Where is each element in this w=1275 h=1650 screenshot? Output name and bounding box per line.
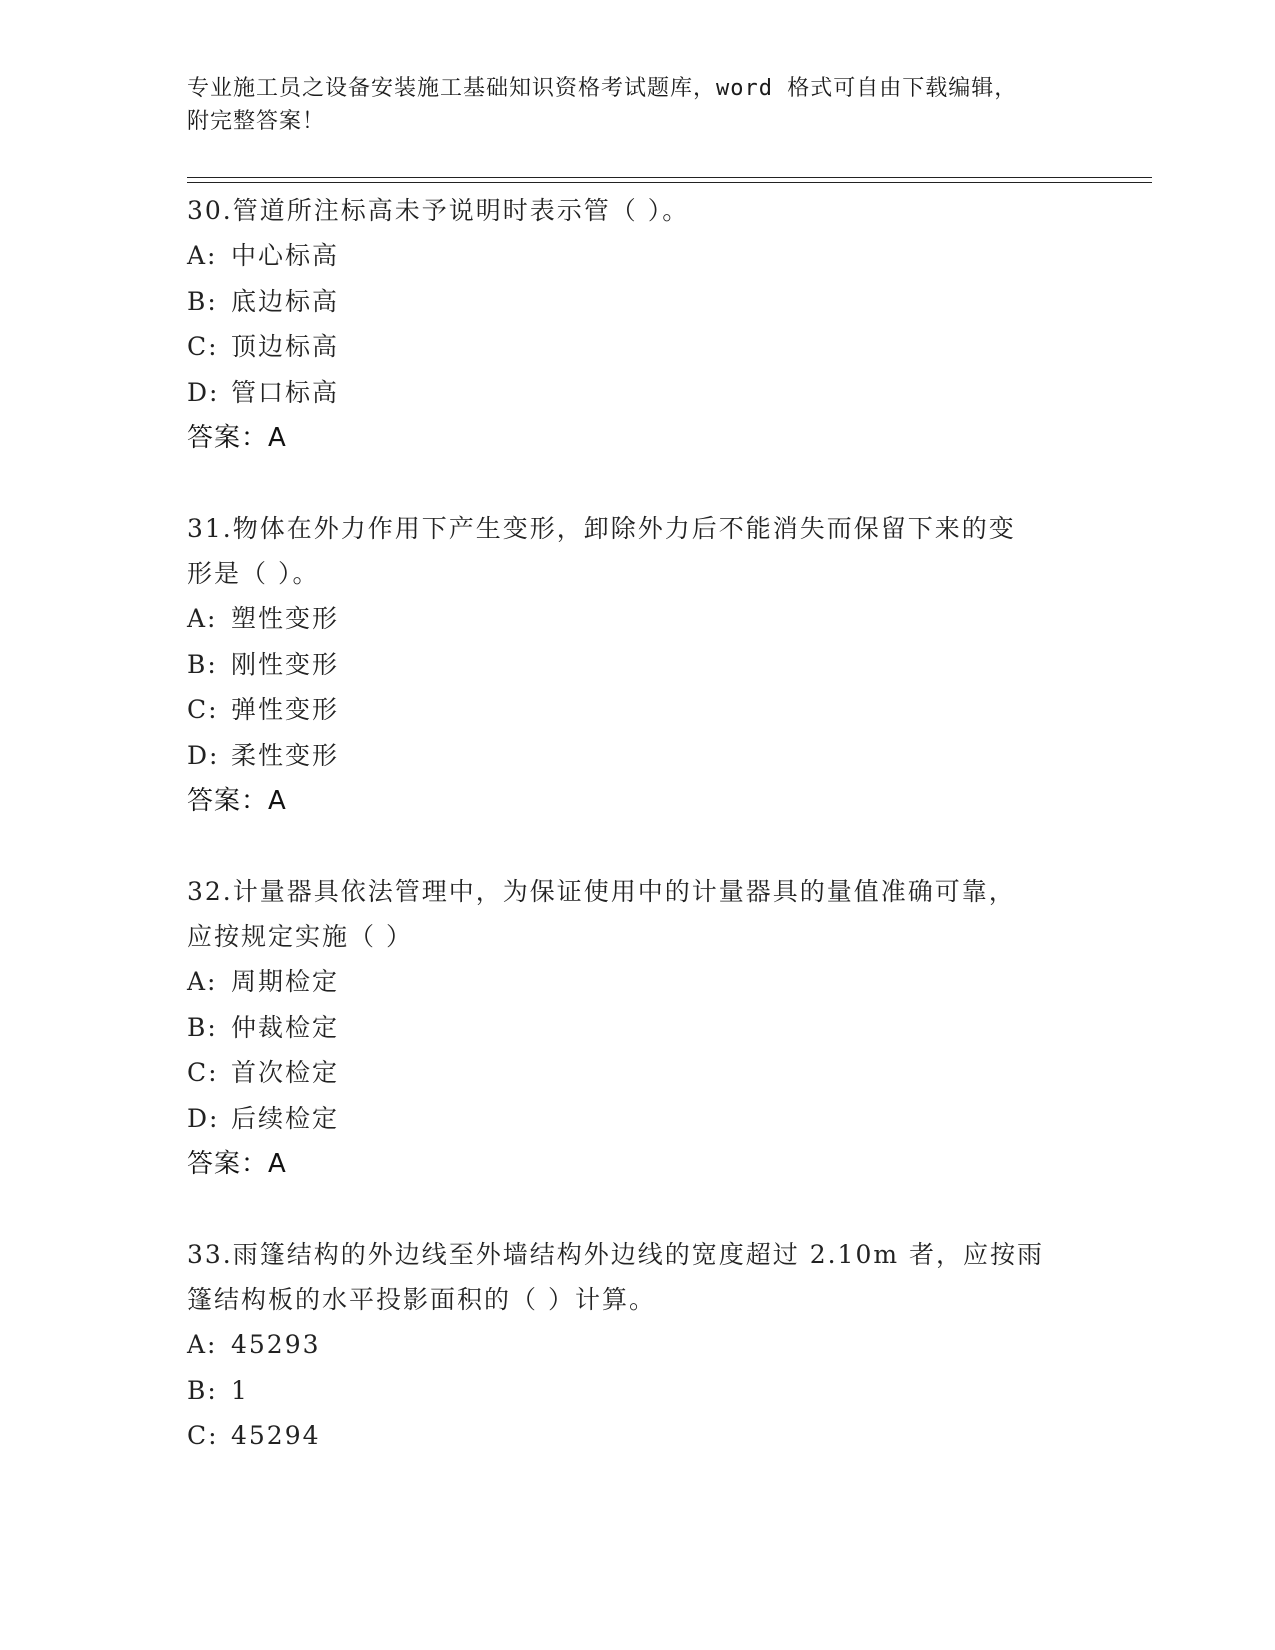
option-b: B: 仲裁检定 xyxy=(187,1012,340,1042)
option-a: A: 塑性变形 xyxy=(187,604,340,633)
header-divider-bottom xyxy=(187,182,1152,183)
option-a: A: 中心标高 xyxy=(187,241,340,270)
header-line-2: 附完整答案！ xyxy=(187,109,326,134)
option-a: A: 45293 xyxy=(187,1330,321,1359)
option-b: B: 1 xyxy=(187,1375,249,1405)
option-d: D: 后续检定 xyxy=(187,1103,340,1133)
question-stem-line-2: 形是（ ）。 xyxy=(187,559,320,588)
document-header xyxy=(187,72,1067,138)
option-a: A: 周期检定 xyxy=(187,967,340,996)
question-stem-line-1: 32.计量器具依法管理中，为保证使用中的计量器具的量值准确可靠， xyxy=(187,877,1016,906)
question-30 xyxy=(187,188,1087,461)
question-stem-line-1: 31.物体在外力作用下产生变形，卸除外力后不能消失而保留下来的变 xyxy=(187,514,1016,543)
header-divider-top xyxy=(187,177,1152,178)
option-b: B: 底边标高 xyxy=(187,286,340,316)
option-c: C: 顶边标高 xyxy=(187,332,340,361)
answer-line: 答案：A xyxy=(187,1149,287,1179)
answer-line: 答案：A xyxy=(187,786,287,816)
option-c: C: 首次检定 xyxy=(187,1058,340,1087)
answer-line: 答案：A xyxy=(187,423,287,453)
option-c: C: 弹性变形 xyxy=(187,695,340,724)
option-d: D: 柔性变形 xyxy=(187,740,340,770)
question-32 xyxy=(187,869,1087,1187)
question-33 xyxy=(187,1232,1087,1459)
question-stem-line-2: 篷结构板的水平投影面积的（ ）计算。 xyxy=(187,1285,656,1314)
question-stem-line-1: 33.雨篷结构的外边线至外墙结构外边线的宽度超过 2.10m 者，应按雨 xyxy=(187,1240,1045,1269)
option-c: C: 45294 xyxy=(187,1421,321,1450)
header-line-1: 专业施工员之设备安装施工基础知识资格考试题库，word 格式可自由下载编辑， xyxy=(187,76,1018,101)
question-31 xyxy=(187,506,1087,824)
option-b: B: 刚性变形 xyxy=(187,649,340,679)
question-stem: 30.管道所注标高未予说明时表示管（ ）。 xyxy=(187,196,690,225)
question-stem-line-2: 应按规定实施（ ） xyxy=(187,922,413,951)
option-d: D: 管口标高 xyxy=(187,377,340,407)
